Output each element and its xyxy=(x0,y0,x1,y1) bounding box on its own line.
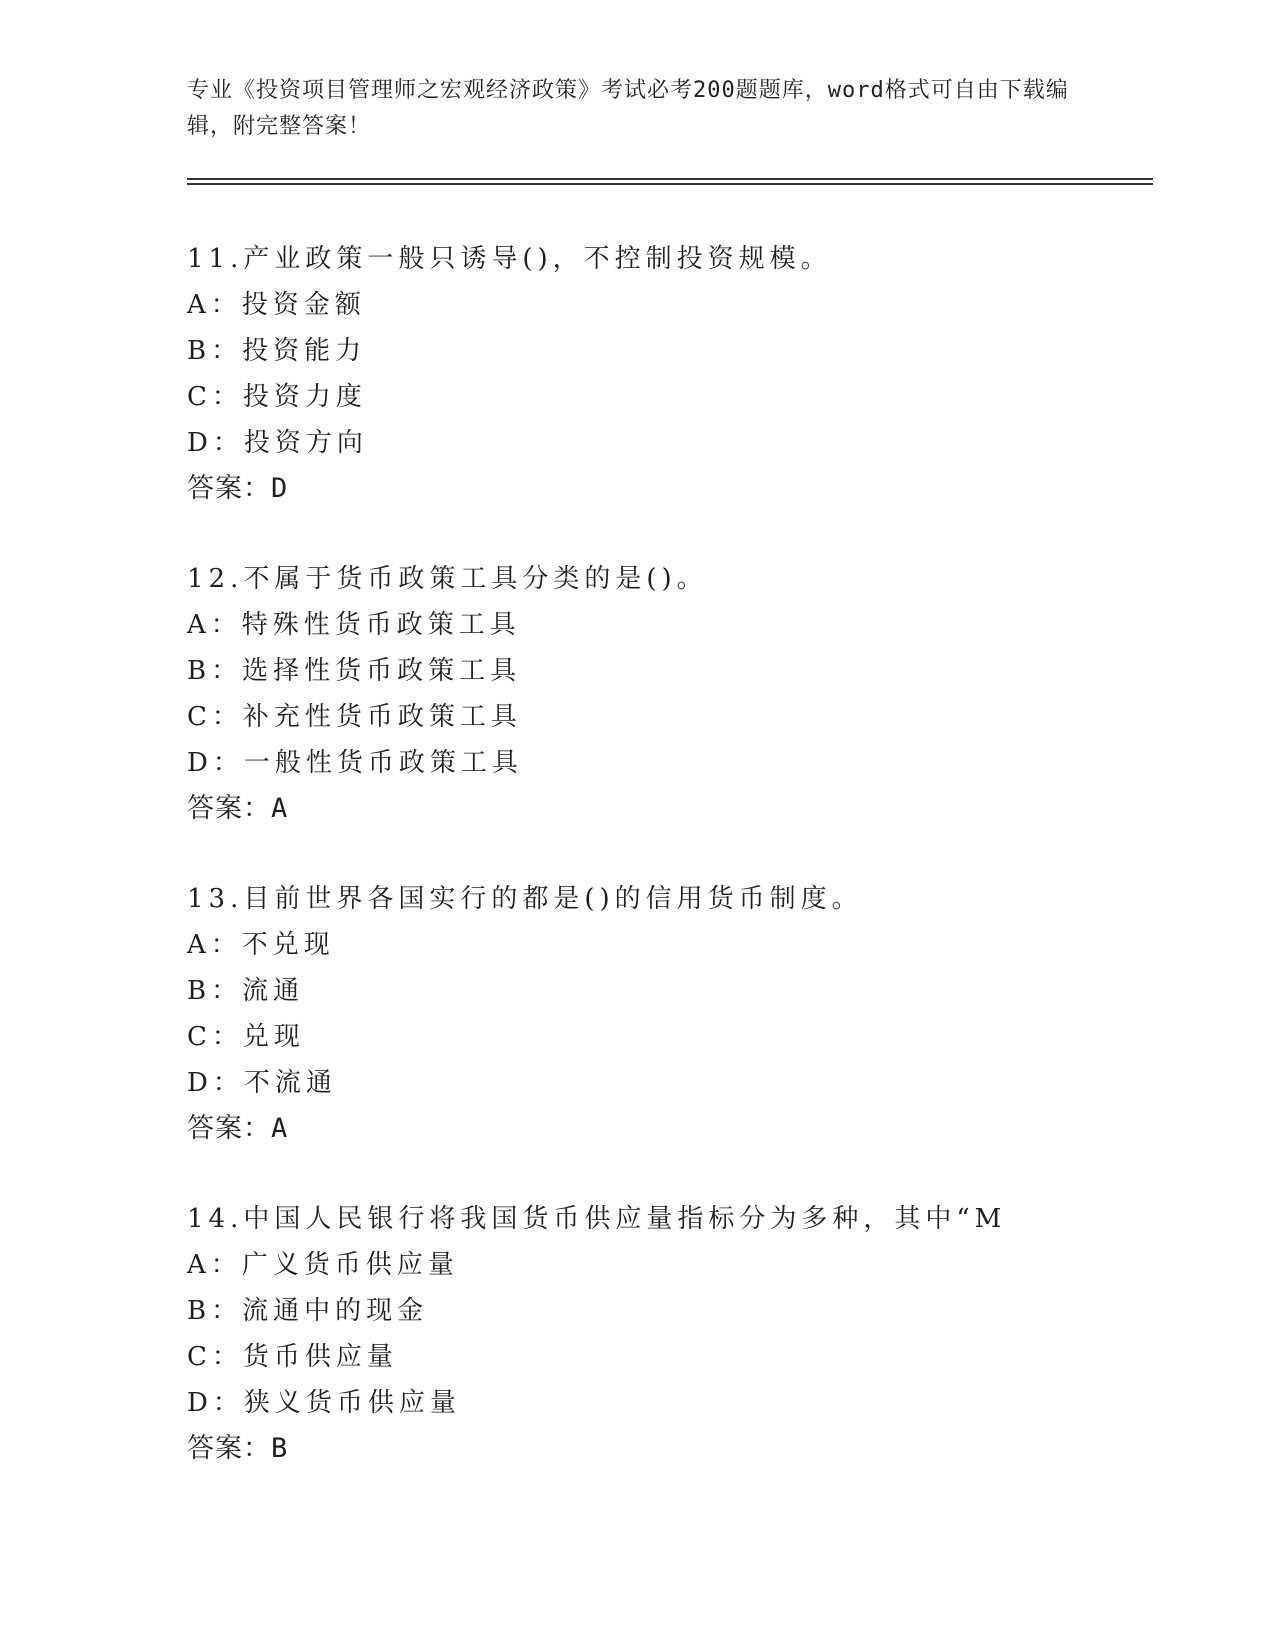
document-header: 专业《投资项目管理师之宏观经济政策》考试必考200题题库，word格式可自由下载编辑，附完整答案！ xyxy=(187,78,1069,139)
option-d: D：不流通 xyxy=(187,1068,337,1098)
header-divider-bottom xyxy=(187,183,1153,185)
answer-value: A xyxy=(271,793,289,824)
question-list xyxy=(187,236,1147,1516)
option-b: B：投资能力 xyxy=(187,336,367,366)
question-stem: 12.不属于货币政策工具分类的是()。 xyxy=(187,564,708,594)
answer-value: A xyxy=(271,1113,289,1144)
question-stem: 14.中国人民银行将我国货币供应量指标分为多种，其中“M xyxy=(187,1204,1007,1234)
option-a: A：投资金额 xyxy=(187,290,366,320)
answer-label: 答案： xyxy=(187,793,271,824)
option-b: B：流通 xyxy=(187,976,305,1006)
option-a: A：不兑现 xyxy=(187,930,335,960)
question-item xyxy=(187,1196,1147,1516)
option-d: D：投资方向 xyxy=(187,428,368,458)
question-stem: 11.产业政策一般只诱导()，不控制投资规模。 xyxy=(187,244,832,274)
option-c: C：投资力度 xyxy=(187,382,367,412)
answer-line xyxy=(187,1426,1147,1472)
option-d: D：狭义货币供应量 xyxy=(187,1388,461,1418)
answer-label: 答案： xyxy=(187,1113,271,1144)
option-c: C：补充性货币政策工具 xyxy=(187,702,522,732)
option-d: D：一般性货币政策工具 xyxy=(187,748,523,778)
option-c: C：货币供应量 xyxy=(187,1342,398,1372)
option-c: C：兑现 xyxy=(187,1022,305,1052)
option-b: B：流通中的现金 xyxy=(187,1296,429,1326)
answer-line xyxy=(187,1106,1147,1152)
question-item xyxy=(187,876,1147,1196)
header-divider-top xyxy=(187,178,1153,180)
option-b: B：选择性货币政策工具 xyxy=(187,656,522,686)
answer-value: D xyxy=(271,473,289,504)
answer-label: 答案： xyxy=(187,473,271,504)
answer-label: 答案： xyxy=(187,1433,271,1464)
answer-line xyxy=(187,466,1147,512)
option-a: A：广义货币供应量 xyxy=(187,1250,459,1280)
question-item xyxy=(187,556,1147,876)
question-stem: 13.目前世界各国实行的都是()的信用货币制度。 xyxy=(187,884,863,914)
answer-value: B xyxy=(271,1433,289,1464)
option-a: A：特殊性货币政策工具 xyxy=(187,610,521,640)
question-item xyxy=(187,236,1147,556)
answer-line xyxy=(187,786,1147,832)
